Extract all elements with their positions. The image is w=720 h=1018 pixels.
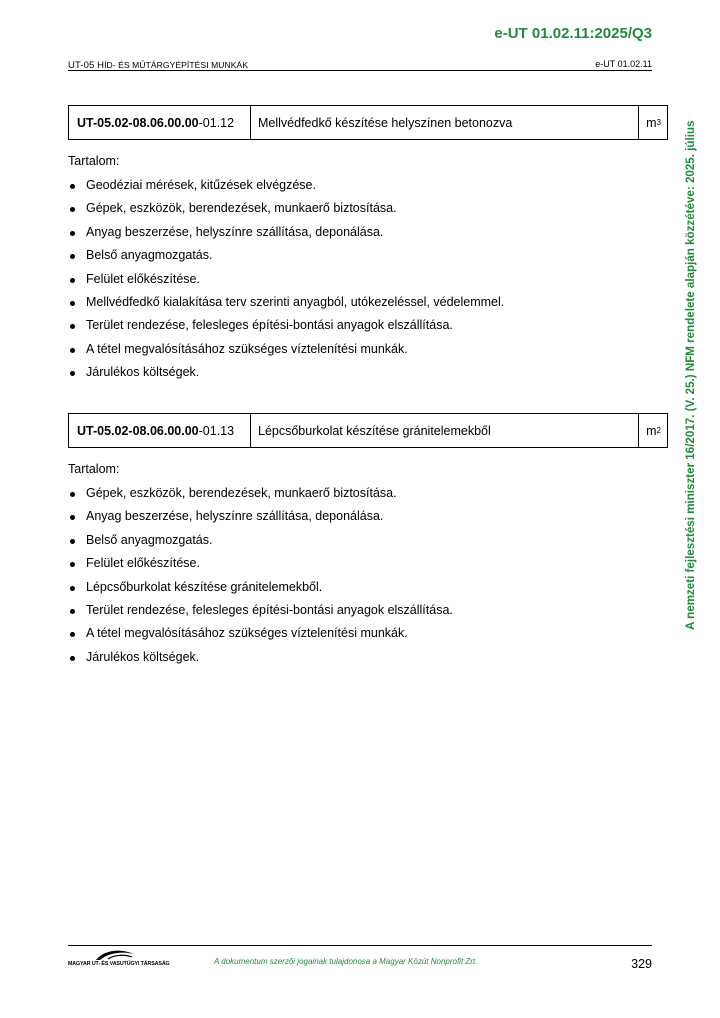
list-item: Járulékos költségek. xyxy=(68,646,453,669)
content-list xyxy=(68,482,453,669)
chapter-header-rest: ÍD- ÉS MŰTÁRGYÉPÍTÉSI MUNKÁK xyxy=(104,60,249,70)
item-header-table xyxy=(68,105,668,140)
document-code: e-UT 01.02.11:2025/Q3 xyxy=(494,25,652,42)
item-code-suffix: -01.13 xyxy=(198,423,235,438)
list-item: Anyag beszerzése, helyszínre szállítása, deponálása. xyxy=(68,505,453,528)
list-item: Anyag beszerzése, helyszínre szállítása, deponálása. xyxy=(68,221,504,244)
header-doc-ref: e-UT 01.02.11 xyxy=(595,59,652,69)
content-label: Tartalom: xyxy=(68,462,120,476)
list-item: Felület előkészítése. xyxy=(68,552,453,575)
list-item: A tétel megvalósításához szükséges víztelenítési munkák. xyxy=(68,622,453,645)
item-unit-exponent: 2 xyxy=(656,426,661,435)
side-note-text: A nemzeti fejlesztési miniszter 16/2017. (V. 25.) NFM rendelete alapján közzétéve: 2025. július xyxy=(684,120,697,630)
list-item: Belső anyagmozgatás. xyxy=(68,529,453,552)
list-item: Gépek, eszközök, berendezések, munkaerő biztosítása. xyxy=(68,197,504,220)
item-title: Mellvédfedkő készítése helyszínen betonozva xyxy=(251,106,639,139)
page-number: 329 xyxy=(631,957,652,971)
content-label: Tartalom: xyxy=(68,154,120,168)
item-unit-exponent: 3 xyxy=(656,118,661,127)
header-rule xyxy=(68,70,652,71)
content-list xyxy=(68,174,504,385)
logo-swoosh-icon xyxy=(94,948,136,962)
item-code xyxy=(69,414,251,447)
item-unit xyxy=(639,414,667,447)
list-item: Geodéziai mérések, kitűzések elvégzése. xyxy=(68,174,504,197)
list-item: A tétel megvalósításához szükséges víztelenítési munkák. xyxy=(68,338,504,361)
item-code xyxy=(69,106,251,139)
list-item: Belső anyagmozgatás. xyxy=(68,244,504,267)
item-code-suffix: -01.12 xyxy=(198,115,235,130)
chapter-header-prefix: UT-05 H xyxy=(68,60,105,71)
item-title: Lépcsőburkolat készítése gránitelemekből xyxy=(251,414,639,447)
list-item: Lépcsőburkolat készítése gránitelemekből. xyxy=(68,576,453,599)
list-item: Terület rendezése, felesleges építési-bontási anyagok elszállítása. xyxy=(68,599,453,622)
footer-rule xyxy=(68,945,652,946)
list-item: Gépek, eszközök, berendezések, munkaerő biztosítása. xyxy=(68,482,453,505)
item-unit-base: m xyxy=(646,115,657,130)
item-code-main: UT-05.02-08.06.00.00 xyxy=(77,423,199,438)
list-item: Terület rendezése, felesleges építési-bontási anyagok elszállítása. xyxy=(68,314,504,337)
item-code-main: UT-05.02-08.06.00.00 xyxy=(77,115,199,130)
org-logo xyxy=(68,948,168,972)
list-item: Járulékos költségek. xyxy=(68,361,504,384)
list-item: Felület előkészítése. xyxy=(68,268,504,291)
item-unit-base: m xyxy=(646,423,657,438)
org-name: MAGYAR UT- ÉS VASUTÜGYI TÁRSASÁG xyxy=(68,961,170,967)
side-note xyxy=(684,100,696,630)
item-unit xyxy=(639,106,667,139)
copyright-note: A dokumentum szerzői jogainak tulajdonosa a Magyar Közút Nonprofit Zrt. xyxy=(214,957,478,966)
list-item: Mellvédfedkő kialakítása terv szerinti anyagból, utókezeléssel, védelemmel. xyxy=(68,291,504,314)
item-header-table xyxy=(68,413,668,448)
